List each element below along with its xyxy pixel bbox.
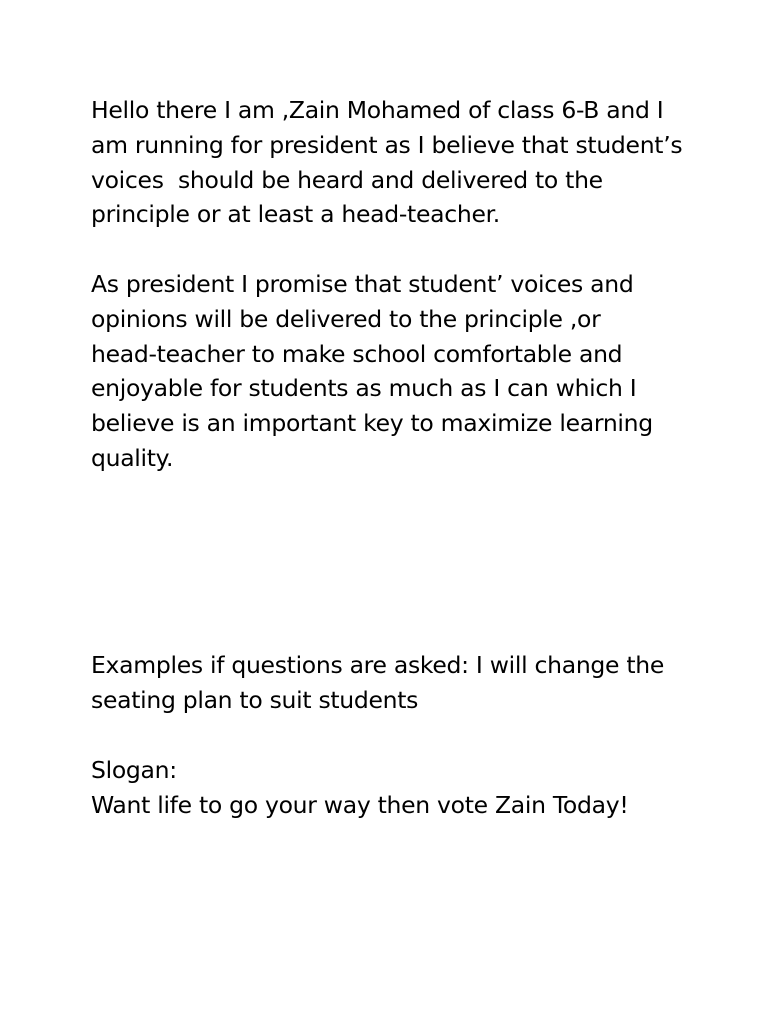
promise-line-6: quality. (91, 443, 174, 472)
examples-line-1: Examples if questions are asked: I will change the (91, 651, 665, 679)
slogan-paragraph (91, 753, 691, 823)
promise-line-3: head-teacher to make school comfortable and (91, 339, 623, 368)
intro-line-4: principle or at least a head-teacher. (91, 200, 500, 229)
intro-line-3: voices should be heard and delivered to the (91, 165, 603, 194)
intro-line-2: am running for president as I believe that student’s (91, 130, 683, 159)
promise-line-4: enjoyable for students as much as I can which I (91, 374, 637, 403)
introduction-paragraph (91, 93, 691, 232)
promise-line-2: opinions will be delivered to the principle ,or (91, 304, 601, 333)
intro-line-1: Hello there I am ,Zain Mohamed of class 6-B and I (91, 96, 664, 124)
examples-line-2: seating plan to suit students (91, 685, 419, 714)
promise-line-5: believe is an important key to maximize learning (91, 409, 653, 438)
examples-paragraph (91, 648, 691, 718)
slogan-heading: Slogan: (91, 756, 177, 784)
promise-paragraph (91, 267, 691, 476)
slogan-text: Want life to go your way then vote Zain Today! (91, 790, 629, 819)
promise-line-1: As president I promise that student’ voices and (91, 270, 634, 298)
